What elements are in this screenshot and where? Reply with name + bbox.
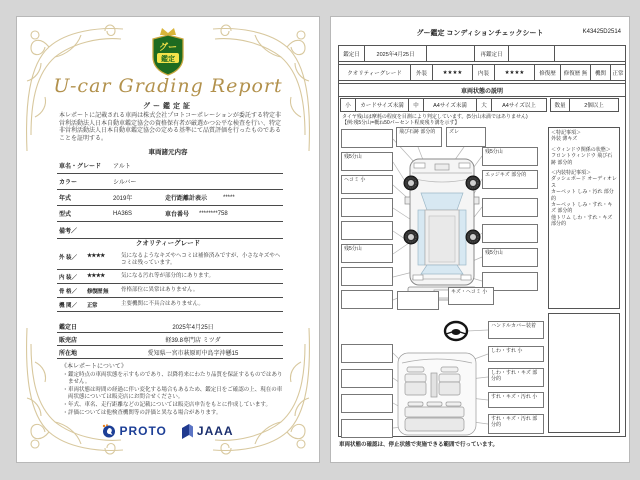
callout-interior-wear-4: すれ・キズ・汚れ 部分的 [488, 414, 544, 434]
interior-stars: ★★★★ [87, 273, 105, 279]
grade-section-heading: クオリティーグレード [135, 240, 201, 247]
size-medium-label: 中 [408, 98, 424, 112]
callout-box [341, 394, 393, 413]
front-seat-right [439, 382, 460, 395]
callout-box [341, 290, 393, 309]
headlight-left-icon [414, 163, 425, 168]
address-value: 愛知県一宮市萩原町中島字沖懸15 [147, 350, 239, 357]
quantity-value: 2個以上 [569, 98, 619, 112]
note-item: ・ 評価については他検査機関等の評価と異なる場合があります。 [68, 410, 283, 417]
spec-vin-value: ********758 [199, 210, 228, 217]
note-item: ・ 鑑定時点の車両状態を示すものであり、以降将来にわたり品質を保証するものではありません。 [68, 372, 283, 386]
front-seat-left [405, 382, 426, 395]
proto-logo [102, 424, 166, 438]
spec-model-label: 型式 [59, 212, 72, 218]
address-label: 所在地 [59, 350, 78, 357]
date-label: 鑑定日 [339, 46, 365, 61]
certificate-intro-text: 本レポートに記載される車両は株式会社プロトコーポレーションが委託する特定非営利活動法人日本自動車鑑定協会の資格保有者が厳選かつ公平な検査を行い、特定非営利活動法人日本自動車鑑定協会の定める基準にて品質評価を行ったものであることを証明する。 [59, 113, 282, 142]
check-sheet-frame [338, 45, 626, 437]
engine-label: 機 関／ [59, 303, 78, 309]
interior-label: 内 装／ [59, 275, 78, 281]
dealer-value: 軽39.8専門店 ミツダ [165, 337, 221, 344]
remarks-line: フロントウィンドウ 飛び石跡 部分的 [551, 153, 613, 166]
size-small-desc: カードサイズ未満 [355, 98, 409, 112]
proto-logo-text: PROTO [119, 424, 167, 438]
empty-cell [555, 46, 625, 61]
check-sheet-page [330, 16, 630, 463]
date-value: 2025年4月25日 [365, 46, 427, 61]
callout-dent-left: ヘコミ 小 [341, 175, 393, 194]
taillight-left-icon [413, 275, 423, 280]
callout-stone-chip: 飛び石跡 部分的 [396, 127, 442, 147]
table-row [57, 270, 283, 284]
table-row [57, 320, 283, 333]
exterior-label: 外 装／ [59, 255, 78, 261]
reinspection-date-label: 再鑑定日 [475, 46, 509, 61]
callout-handle-cover: ハンドルカバー装着 [488, 321, 544, 339]
frame-desc: 骨格部位に異常はありません。 [121, 287, 199, 293]
callout-edge-scratch: エッジキズ 部分的 [482, 170, 538, 189]
proto-bubble-icon [102, 424, 116, 438]
table-row [57, 158, 283, 174]
wheel-icon [404, 176, 418, 190]
rear-bench-seat [405, 418, 464, 431]
remarks-line: 外装 薄キズ [551, 136, 578, 143]
grade-label: クオリティーグレード [339, 65, 411, 80]
side-glass-right [459, 210, 466, 265]
headlight-right-icon [459, 163, 470, 168]
callout-box [397, 291, 439, 310]
exterior-stars: ★★★★ [433, 65, 473, 80]
table-row [57, 190, 283, 206]
wheel-icon [466, 176, 480, 190]
empty-cell [427, 46, 475, 61]
remarks-line: ダッシュボード オーディオレス [551, 176, 617, 189]
spec-odo-value: ***** [223, 194, 235, 201]
report-title: U-car Grading Report [53, 75, 283, 97]
spec-model-value: HA36S [113, 210, 133, 217]
callout-misalignment: ズレ [446, 127, 486, 147]
exterior-label: 外装 [411, 65, 433, 80]
notes-list [61, 372, 283, 417]
remarks-blank-panel [548, 313, 620, 433]
wheel-icon [466, 230, 480, 244]
quality-grade-row [339, 64, 625, 81]
table-row [57, 346, 283, 359]
vehicle-spec-table [57, 158, 283, 239]
headrest [446, 402, 461, 406]
quantity-label: 数量 [550, 98, 570, 112]
engine-value: 正常 [87, 303, 98, 309]
callout-box [341, 344, 393, 363]
remarks-line: カーペット しみ・汚れ 部分的 [551, 189, 614, 202]
spec-section-heading: 車両諸元内容 [148, 149, 188, 156]
callout-box [341, 369, 393, 388]
interior-label: 内装 [473, 65, 495, 80]
size-small-label: 小 [340, 98, 356, 112]
spec-year-value: 2019年 [113, 196, 133, 202]
notes-heading: 《本レポートについて》 [61, 364, 127, 370]
dealer-info-table [57, 320, 283, 359]
callout-interior-wear-3: すれ・キズ・汚れ 小 [488, 392, 544, 408]
badge-top-label: グー [158, 42, 178, 52]
spec-year-label: 年式 [59, 196, 72, 202]
interior-desc: 気になる汚れ等が部分的にあります。 [121, 273, 215, 279]
inspection-date-row [339, 46, 625, 62]
remarks-line: 他トリム しわ・すれ・キズ 部分的 [551, 214, 613, 228]
tire-note-line1: タイヤ残山は摩耗の程度を目測により判定しています。(5分山未満ではありません) [342, 114, 528, 120]
callout-box [482, 198, 538, 217]
exterior-desc: 気になるようなキズやヘコミは補修済みですが、小さなキズやヘコミは残っています。 [121, 253, 281, 266]
callout-tire-rear-right: 残5分山 [482, 248, 538, 267]
rear-glass [421, 265, 463, 274]
note-item: ・ 年式、車名、走行距離などの記載については販売店申告をもとに作成しています。 [68, 402, 283, 409]
center-console [431, 373, 437, 397]
wheel-icon [404, 230, 418, 244]
spec-vin-label: 車台番号 [165, 212, 190, 218]
frame-value: 修復歴 無 [87, 289, 109, 295]
callout-box [341, 267, 393, 286]
quantity-group [550, 98, 618, 112]
dealer-label: 販売店 [59, 337, 78, 344]
headrest [407, 367, 424, 372]
callout-box [341, 419, 393, 438]
size-large-desc: A4サイズ以上 [491, 98, 547, 112]
frame-label: 骨 格／ [59, 289, 78, 295]
interior-stars: ★★★★ [495, 65, 535, 80]
empty-cell [509, 46, 555, 61]
goo-kantei-shield-icon [148, 25, 188, 77]
check-sheet-footer-note: 車両状態の確認は、停止状態で実施できる範囲で行っています。 [339, 442, 499, 448]
callout-box [341, 198, 393, 217]
engine-desc: 主要機関に不具合はありません。 [121, 301, 204, 307]
table-row [57, 222, 283, 239]
car-top-view [404, 159, 480, 300]
callout-box [341, 129, 393, 148]
headrest [427, 402, 442, 406]
condition-heading: 車両状態の説明 [339, 83, 625, 97]
jaaa-logo-text: JAAA [196, 424, 234, 438]
callout-interior-wear-1: しわ・すれ 小 [488, 346, 544, 362]
side-glass-left [418, 210, 425, 265]
inspection-date-label: 鑑定日 [59, 324, 78, 331]
spec-remarks-label: 備考／ [59, 228, 78, 235]
steering-wheel-icon [445, 322, 467, 340]
spec-name-label: 車名・グレード [59, 164, 102, 170]
repair-history-value: 修復歴 無 [561, 65, 591, 80]
mirror-left-icon [405, 197, 410, 204]
front-plate-icon [435, 164, 449, 170]
certificate-page [16, 16, 320, 463]
report-notes [61, 361, 283, 418]
badge-bottom-label: 鑑定 [161, 56, 175, 63]
mirror-right-icon [474, 197, 479, 204]
table-row [57, 250, 283, 270]
footer-logos [17, 423, 319, 439]
remarks-line: ＜特記事項＞ [551, 130, 582, 136]
headrest [408, 402, 423, 406]
size-medium-desc: A4サイズ未満 [423, 98, 477, 112]
taillight-right-icon [461, 275, 471, 280]
jaaa-flag-icon [181, 423, 194, 439]
callout-box [482, 224, 538, 243]
engine-value: 正常 [612, 70, 624, 77]
note-item: ・ 車両状態は時間の経過に伴い変化する場合もあるため、鑑定日をご確認の上、現在の車両状態については販売店にお問合せください。 [68, 387, 283, 401]
callout-rear-scratch-dent: キズ・ヘコミ 小 [448, 287, 494, 305]
table-row [57, 174, 283, 190]
callout-tire-front-right: 残5分山 [482, 147, 538, 166]
tire-note-line2: 【例:残5分山=概ね50パーセント程度残り溝を示す】 [342, 120, 460, 126]
repair-history-label: 修復歴 [535, 65, 561, 80]
table-row [57, 298, 283, 312]
table-row [57, 284, 283, 298]
interior-top-view [398, 353, 476, 435]
spec-color-value: シルバー [113, 180, 137, 186]
spec-color-label: カラー [59, 180, 78, 186]
size-legend-row [340, 98, 624, 112]
jaaa-logo [181, 423, 234, 439]
table-row [57, 206, 283, 222]
callout-box [341, 221, 393, 240]
spec-odo-label: 走行距離計表示 [165, 196, 208, 202]
windshield [421, 193, 463, 210]
callout-tire-front-left: 残5分山 [341, 152, 393, 171]
callout-interior-wear-2: しわ・すれ・キズ 部分的 [488, 368, 544, 387]
headrest [441, 367, 458, 372]
exterior-stars: ★★★★ [87, 253, 105, 259]
quality-grade-table [57, 250, 283, 312]
sheet-number: K43425D2514 [582, 29, 621, 35]
remarks-line: ＜ウィンドウ関係の状態＞ [551, 146, 611, 153]
table-row [57, 333, 283, 346]
inspection-date-value: 2025年4月25日 [172, 324, 214, 331]
engine-label: 機関 [591, 65, 611, 80]
special-remarks-panel [548, 127, 620, 309]
certificate-subtitle: グー鑑定証 [143, 103, 193, 110]
remarks-line: ＜内装特記事項＞ [551, 170, 592, 177]
size-large-label: 大 [476, 98, 492, 112]
remarks-line: カーペット しみ・すれ・キズ 部分的 [551, 202, 613, 215]
callout-tire-rear-left: 残5分山 [341, 244, 393, 263]
check-sheet-title: グー鑑定 コンディションチェックシート [416, 30, 544, 37]
spec-name-value: アルト [113, 164, 131, 170]
